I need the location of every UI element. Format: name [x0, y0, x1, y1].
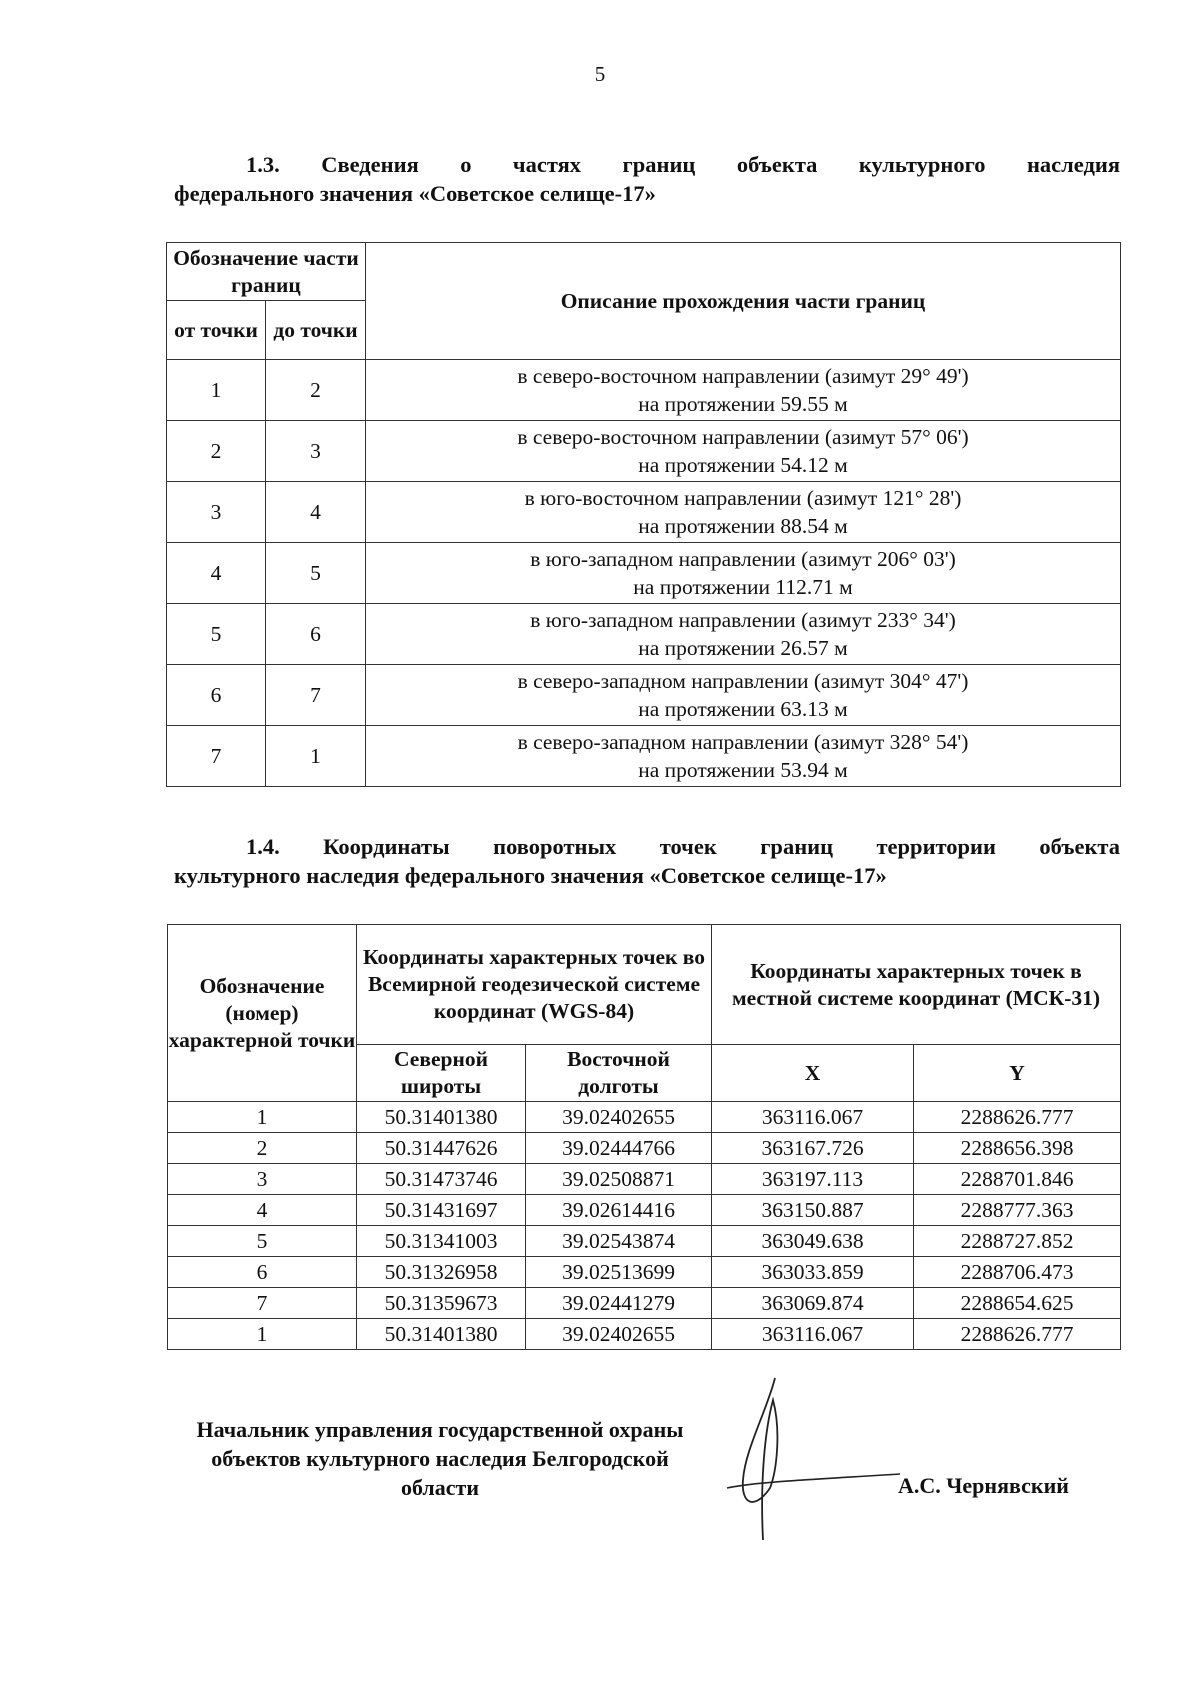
signer-position: Начальник управления государственной охраны объектов культурного наследия Белгородской области: [196, 1417, 684, 1500]
x-cell: 363150.887: [712, 1195, 914, 1226]
length-text: на протяжении 88.54 м: [638, 514, 848, 538]
lon-cell: 39.02402655: [526, 1102, 712, 1133]
table-row: [167, 360, 1121, 421]
description-cell: [366, 726, 1121, 787]
to-point-cell: 7: [266, 665, 366, 726]
lon-cell: 39.02444766: [526, 1133, 712, 1164]
point-cell: 1: [168, 1102, 357, 1133]
table-row: [168, 1319, 1121, 1350]
to-point-cell: 6: [266, 604, 366, 665]
section-13-heading-line2: федерального значения «Советское селище-17»: [174, 181, 656, 206]
y-cell: 2288701.846: [914, 1164, 1121, 1195]
from-point-cell: 5: [167, 604, 266, 665]
section-14-heading-line2: культурного наследия федерального значения «Советское селище-17»: [174, 863, 887, 888]
lon-cell: 39.02513699: [526, 1257, 712, 1288]
lon-cell: 39.02508871: [526, 1164, 712, 1195]
table-row: [167, 421, 1121, 482]
x-cell: 363167.726: [712, 1133, 914, 1164]
direction-text: в юго-западном направлении (азимут 233° 34'): [530, 608, 956, 632]
length-text: на протяжении 59.55 м: [638, 392, 848, 416]
description-cell: [366, 421, 1121, 482]
y-cell: 2288706.473: [914, 1257, 1121, 1288]
from-point-cell: 3: [167, 482, 266, 543]
lat-cell: 50.31401380: [357, 1319, 526, 1350]
length-text: на протяжении 63.13 м: [638, 697, 848, 721]
y-cell: 2288656.398: [914, 1133, 1121, 1164]
y-cell: 2288654.625: [914, 1288, 1121, 1319]
to-point-cell: 5: [266, 543, 366, 604]
table-row: [168, 1288, 1121, 1319]
point-cell: 3: [168, 1164, 357, 1195]
header-point-number: Обозначение (номер) характерной точки: [168, 925, 357, 1102]
direction-text: в юго-восточном направлении (азимут 121° 28'): [524, 486, 962, 510]
length-text: на протяжении 53.94 м: [638, 758, 848, 782]
table-row: [167, 543, 1121, 604]
from-point-cell: 6: [167, 665, 266, 726]
lat-cell: 50.31341003: [357, 1226, 526, 1257]
from-point-cell: 2: [167, 421, 266, 482]
header-description: Описание прохождения части границ: [366, 243, 1121, 360]
header-to-point: до точки: [266, 301, 366, 360]
point-cell: 1: [168, 1319, 357, 1350]
lat-cell: 50.31447626: [357, 1133, 526, 1164]
from-point-cell: 7: [167, 726, 266, 787]
lat-cell: 50.31401380: [357, 1102, 526, 1133]
lat-cell: 50.31431697: [357, 1195, 526, 1226]
lon-cell: 39.02441279: [526, 1288, 712, 1319]
header-from-point: от точки: [167, 301, 266, 360]
header-latitude: Северной широты: [357, 1045, 526, 1102]
section-13-heading: [174, 150, 1120, 208]
handwritten-signature: [715, 1370, 905, 1560]
length-text: на протяжении 112.71 м: [633, 575, 853, 599]
from-point-cell: 1: [167, 360, 266, 421]
section-14-heading-line1: 1.4. Координаты поворотных точек границ территории объекта: [246, 834, 1120, 859]
page-number: 5: [594, 62, 606, 86]
length-text: на протяжении 54.12 м: [638, 453, 848, 477]
to-point-cell: 3: [266, 421, 366, 482]
table-row: [168, 1195, 1121, 1226]
lon-cell: 39.02543874: [526, 1226, 712, 1257]
lat-cell: 50.31359673: [357, 1288, 526, 1319]
signer-name: А.С. Чернявский: [898, 1473, 1069, 1498]
header-boundary-part: Обозначение части границ: [167, 243, 366, 301]
header-y: Y: [914, 1045, 1121, 1102]
header-msk31: Координаты характерных точек в местной системе координат (МСК-31): [712, 925, 1121, 1045]
x-cell: 363049.638: [712, 1226, 914, 1257]
to-point-cell: 2: [266, 360, 366, 421]
table-row: [167, 665, 1121, 726]
description-cell: [366, 665, 1121, 726]
point-cell: 2: [168, 1133, 357, 1164]
to-point-cell: 4: [266, 482, 366, 543]
y-cell: 2288777.363: [914, 1195, 1121, 1226]
description-cell: [366, 360, 1121, 421]
table-row: [168, 1102, 1121, 1133]
direction-text: в юго-западном направлении (азимут 206° 03'): [530, 547, 956, 571]
y-cell: 2288626.777: [914, 1319, 1121, 1350]
coordinates-table: [167, 924, 1121, 1350]
table-row: [167, 604, 1121, 665]
lat-cell: 50.31326958: [357, 1257, 526, 1288]
point-cell: 7: [168, 1288, 357, 1319]
description-cell: [366, 543, 1121, 604]
direction-text: в северо-восточном направлении (азимут 29° 49'): [517, 364, 969, 388]
y-cell: 2288626.777: [914, 1102, 1121, 1133]
table-row: [168, 1257, 1121, 1288]
x-cell: 363197.113: [712, 1164, 914, 1195]
x-cell: 363069.874: [712, 1288, 914, 1319]
from-point-cell: 4: [167, 543, 266, 604]
table-row: [167, 482, 1121, 543]
length-text: на протяжении 26.57 м: [638, 636, 848, 660]
direction-text: в северо-западном направлении (азимут 328° 54'): [517, 730, 969, 754]
header-wgs84: Координаты характерных точек во Всемирной геодезической системе координат (WGS-84): [357, 925, 712, 1045]
x-cell: 363116.067: [712, 1319, 914, 1350]
table-row: [168, 1226, 1121, 1257]
point-cell: 5: [168, 1226, 357, 1257]
x-cell: 363033.859: [712, 1257, 914, 1288]
lon-cell: 39.02614416: [526, 1195, 712, 1226]
section-13-heading-line1: 1.3. Сведения о частях границ объекта культурного наследия: [246, 152, 1120, 177]
table-row: [168, 1133, 1121, 1164]
header-longitude: Восточной долготы: [526, 1045, 712, 1102]
lon-cell: 39.02402655: [526, 1319, 712, 1350]
section-14-heading: [174, 832, 1120, 890]
direction-text: в северо-западном направлении (азимут 304° 47'): [517, 669, 969, 693]
description-cell: [366, 482, 1121, 543]
boundary-parts-table: [166, 242, 1121, 787]
table-row: [167, 726, 1121, 787]
header-x: X: [712, 1045, 914, 1102]
x-cell: 363116.067: [712, 1102, 914, 1133]
lat-cell: 50.31473746: [357, 1164, 526, 1195]
direction-text: в северо-восточном направлении (азимут 57° 06'): [517, 425, 969, 449]
point-cell: 4: [168, 1195, 357, 1226]
to-point-cell: 1: [266, 726, 366, 787]
table-row: [168, 1164, 1121, 1195]
point-cell: 6: [168, 1257, 357, 1288]
y-cell: 2288727.852: [914, 1226, 1121, 1257]
description-cell: [366, 604, 1121, 665]
